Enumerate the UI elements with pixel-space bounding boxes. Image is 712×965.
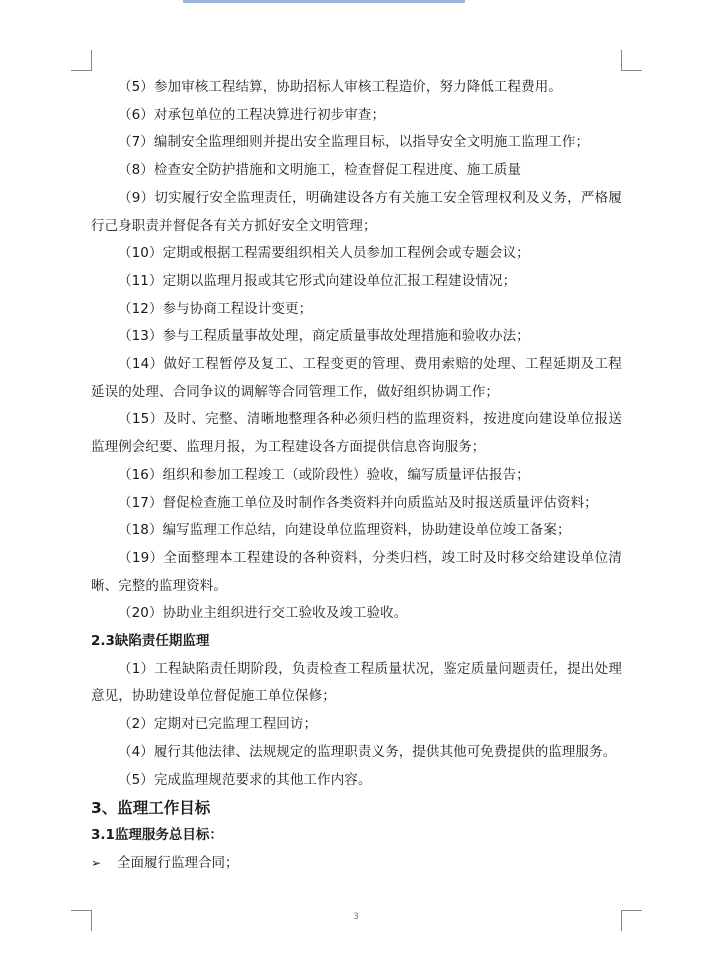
paragraph: （7）编制安全监理细则并提出安全监理目标，以指导安全文明施工监理工作； [118,134,590,151]
section-heading-3: 3、监理工作目标 [91,799,211,818]
paragraph: （8）检查安全防护措施和文明施工，检查督促工程进度、施工质量 [118,162,522,179]
paragraph: （16）组织和参加工程竣工（或阶段性）验收，编写质量评估报告； [118,466,530,483]
paragraph: （2）定期对已完监理工程回访； [118,716,318,733]
corner-mark-top-right [621,50,642,71]
paragraph: （9）切实履行安全监理责任，明确建设各方有关施工安全管理权利及义务，严格履行己身职责并督促各有关方抓好安全文明管理； [91,189,622,234]
section-heading-2-3: 2.3缺陷责任期监理 [91,633,210,650]
paragraph: （17）督促检查施工单位及时制作各类资料并向质监站及时报送质量评估资料； [118,494,598,511]
paragraph: （20）协助业主组织进行交工验收及竣工验收。 [118,605,408,622]
document-body [91,74,622,878]
paragraph: （12）参与协商工程设计变更； [118,300,313,317]
paragraph: （14）做好工程暂停及复工、工程变更的管理、费用索赔的处理、工程延期及工程延误的处理、合同争议的调解等合同管理工作，做好组织协调工作； [91,356,622,400]
paragraph: （4）履行其他法律、法规规定的监理职责义务，提供其他可免费提供的监理服务。 [118,743,617,760]
paragraph: （5）完成监理规范要求的其他工作内容。 [118,771,372,788]
arrow-bullet-icon: ➢ [91,855,102,870]
paragraph: （15）及时、完整、清晰地整理各种必须归档的监理资料，按进度向建设单位报送监理例会纪要、监理月报，为工程建设各方面提供信息咨询服务； [91,411,622,456]
paragraph: （5）参加审核工程结算，协助招标人审核工程造价，努力降低工程费用。 [118,79,562,95]
paragraph: （19）全面整理本工程建设的各种资料，分类归档，竣工时及时移交给建设单位清晰、完整的监理资料。 [91,549,622,594]
paragraph: （18）编写监理工作总结，向建设单位监理资料，协助建设单位竣工备案； [118,522,571,539]
paragraph: （10）定期或根据工程需要组织相关人员参加工程例会或专题会议； [118,245,530,262]
top-selection-bar [183,0,465,3]
page-number: 3 [353,912,359,922]
paragraph: （6）对承包单位的工程决算进行初步审查； [118,106,386,123]
paragraph: （11）定期以监理月报或其它形式向建设单位汇报工程建设情况； [118,272,517,289]
paragraph: （13）参与工程质量事故处理，商定质量事故处理措施和验收办法； [118,328,530,345]
bullet-text: 全面履行监理合同； [117,854,239,871]
section-heading-3-1: 3.1监理服务总目标： [91,827,223,844]
bullet-item [91,850,622,878]
corner-mark-top-left [71,50,92,71]
paragraph: （1）工程缺陷责任期阶段，负责检查工程质量状况，鉴定质量问题责任，提出处理意见，协助建设单位督促施工单位保修； [91,660,622,705]
